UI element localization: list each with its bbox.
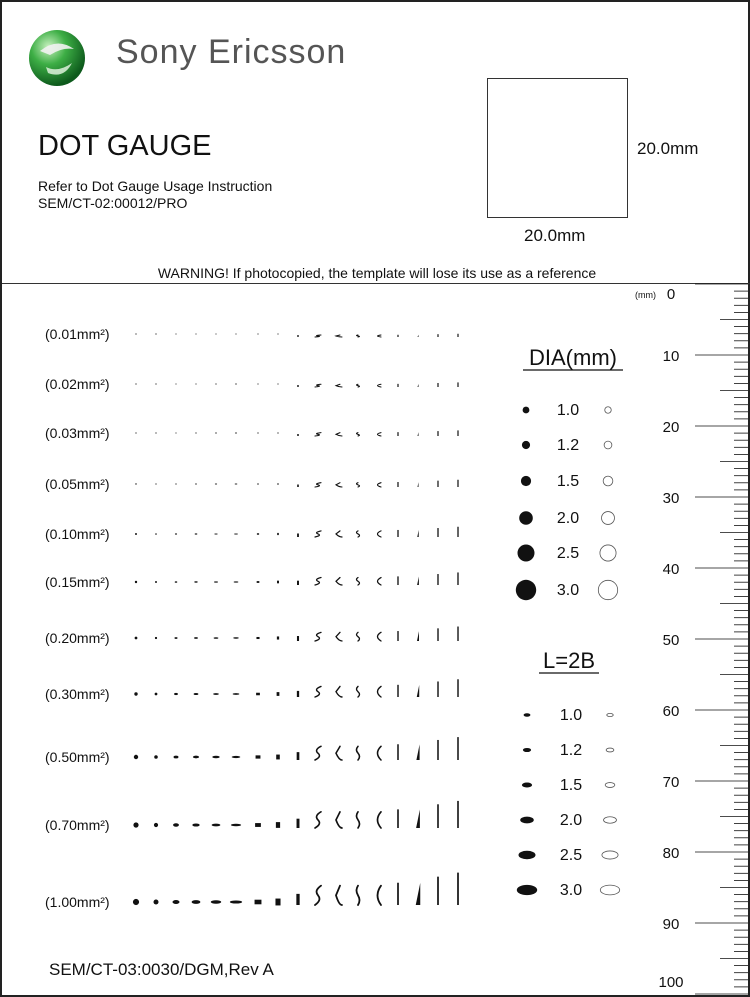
gauge-ellipse bbox=[173, 823, 179, 826]
gauge-rect bbox=[258, 384, 259, 385]
gauge-ellipse bbox=[175, 384, 176, 385]
gauge-ellipse bbox=[195, 334, 196, 335]
dia-filled-dot bbox=[521, 476, 531, 486]
dia-filled-dot bbox=[516, 580, 536, 600]
gauge-dot bbox=[135, 432, 136, 433]
gauge-ellipse bbox=[175, 334, 176, 335]
gauge-line bbox=[437, 431, 438, 436]
gauge-line bbox=[457, 801, 459, 828]
ellipse-outline-mark bbox=[606, 748, 614, 752]
gauge-rect bbox=[278, 334, 279, 335]
gauge-wedge bbox=[417, 530, 418, 537]
gauge-ellipse bbox=[215, 484, 217, 485]
gauge-dot bbox=[155, 533, 157, 535]
gauge-rect bbox=[278, 384, 279, 385]
gauge-ellipse bbox=[212, 756, 219, 758]
gauge-rect bbox=[275, 899, 280, 906]
gauge-line bbox=[297, 581, 299, 585]
gauge-line bbox=[397, 744, 399, 760]
dia-filled-dot bbox=[523, 407, 530, 414]
gauge-ellipse bbox=[175, 581, 178, 583]
ellipse-value: 3.0 bbox=[559, 882, 583, 899]
gauge-rect bbox=[258, 334, 259, 335]
footer-revision: SEM/CT-03:0030/DGM,Rev A bbox=[49, 960, 274, 979]
gauge-ellipse bbox=[194, 693, 199, 695]
ellipse-outline-mark bbox=[607, 713, 613, 716]
gauge-curve bbox=[315, 886, 321, 905]
gauge-rect bbox=[276, 755, 280, 760]
gauge-rect bbox=[257, 533, 259, 534]
ellipse-filled-mark bbox=[522, 782, 532, 787]
gauge-line bbox=[297, 752, 300, 760]
gauge-rect bbox=[277, 533, 279, 535]
area-row-label: (0.15mm²) bbox=[45, 574, 110, 590]
gauge-rect bbox=[257, 433, 258, 434]
gauge-curve bbox=[357, 531, 360, 537]
gauge-wedge bbox=[417, 576, 419, 585]
ellipse-filled-mark bbox=[523, 748, 531, 752]
gauge-line bbox=[397, 631, 398, 641]
dia-value: 1.2 bbox=[556, 437, 580, 454]
gauge-ellipse bbox=[233, 693, 240, 695]
gauge-curve bbox=[315, 686, 321, 697]
gauge-curve bbox=[336, 433, 342, 436]
gauge-curve bbox=[315, 531, 321, 537]
gauge-curve bbox=[336, 531, 342, 537]
gauge-line bbox=[457, 679, 458, 697]
gauge-ellipse bbox=[215, 334, 216, 335]
gauge-rect bbox=[277, 692, 280, 696]
gauge-curve bbox=[315, 746, 321, 760]
ruler-label: 50 bbox=[662, 632, 680, 649]
area-row-label: (0.30mm²) bbox=[45, 686, 110, 702]
ellipse-value: 1.2 bbox=[559, 742, 583, 759]
gauge-ellipse bbox=[211, 900, 221, 903]
gauge-line bbox=[457, 382, 458, 387]
ruler-label: 90 bbox=[662, 916, 680, 933]
gauge-rect bbox=[257, 581, 260, 583]
gauge-curve bbox=[378, 886, 382, 905]
ruler-label: 0 bbox=[666, 286, 676, 303]
ellipse-filled-mark bbox=[517, 885, 537, 895]
dia-outline-dot bbox=[600, 545, 616, 561]
gauge-line bbox=[297, 485, 299, 487]
gauge-ellipse bbox=[195, 484, 197, 485]
gauge-curve bbox=[357, 812, 360, 828]
dia-outline-dot bbox=[598, 580, 617, 599]
brand-name: Sony Ericsson bbox=[116, 33, 347, 71]
gauge-dot bbox=[135, 483, 136, 484]
gauge-line bbox=[397, 432, 398, 436]
gauge-rect bbox=[277, 483, 278, 485]
gauge-line bbox=[297, 636, 299, 641]
ellipse-filled-mark bbox=[519, 851, 536, 860]
gauge-line bbox=[437, 383, 438, 387]
ruler-label: 60 bbox=[662, 703, 680, 720]
gauge-ellipse bbox=[231, 824, 241, 827]
gauge-dot bbox=[135, 637, 138, 640]
gauge-curve bbox=[357, 632, 360, 641]
gauge-curve bbox=[357, 335, 360, 337]
gauge-ellipse bbox=[234, 534, 238, 535]
gauge-ellipse bbox=[192, 900, 201, 904]
gauge-curve bbox=[336, 384, 342, 387]
area-row-label: (1.00mm²) bbox=[45, 894, 110, 910]
gauge-ellipse bbox=[194, 581, 197, 582]
gauge-curve bbox=[357, 686, 360, 697]
gauge-line bbox=[296, 894, 299, 905]
gauge-line bbox=[457, 737, 459, 760]
dia-filled-dot bbox=[522, 441, 530, 449]
gauge-dot bbox=[133, 822, 138, 827]
gauge-dot bbox=[155, 383, 156, 384]
ellipse-outline-mark bbox=[600, 885, 619, 895]
dia-outline-dot bbox=[605, 407, 611, 413]
gauge-line bbox=[297, 819, 300, 828]
gauge-line bbox=[397, 335, 398, 337]
gauge-wedge bbox=[417, 631, 419, 641]
gauge-rect bbox=[256, 755, 261, 758]
area-row-label: (0.05mm²) bbox=[45, 476, 110, 492]
ellipse-filled-mark bbox=[520, 817, 534, 824]
gauge-ellipse bbox=[193, 756, 199, 759]
ruler-unit: (mm) bbox=[635, 290, 656, 300]
gauge-ellipse bbox=[235, 334, 236, 335]
gauge-line bbox=[437, 628, 438, 641]
gauge-line bbox=[457, 334, 458, 337]
gauge-wedge bbox=[417, 482, 418, 487]
gauge-line bbox=[437, 804, 439, 828]
gauge-curve bbox=[357, 746, 360, 760]
gauge-ellipse bbox=[175, 484, 177, 485]
gauge-dot bbox=[155, 693, 158, 696]
gauge-drawing bbox=[2, 2, 750, 997]
gauge-rect bbox=[257, 483, 259, 484]
gauge-line bbox=[397, 576, 398, 585]
gauge-ellipse bbox=[195, 384, 196, 385]
gauge-ellipse bbox=[175, 433, 176, 434]
ruler-label: 70 bbox=[662, 774, 680, 791]
gauge-ellipse bbox=[235, 433, 237, 434]
gauge-dot bbox=[155, 432, 156, 433]
gauge-line bbox=[397, 482, 398, 487]
gauge-ellipse bbox=[195, 433, 197, 434]
gauge-line bbox=[437, 681, 438, 697]
gauge-rect bbox=[277, 636, 279, 639]
ruler-label: 20 bbox=[662, 419, 680, 436]
gauge-wedge bbox=[418, 384, 419, 387]
gauge-line bbox=[437, 528, 438, 537]
gauge-ellipse bbox=[175, 533, 177, 534]
photocopy-warning: WARNING! If photocopied, the template will lose its use as a reference bbox=[157, 265, 597, 281]
gauge-ellipse bbox=[192, 823, 199, 826]
gauge-dot bbox=[133, 899, 139, 905]
gauge-curve bbox=[315, 578, 321, 585]
gauge-curve bbox=[378, 632, 382, 641]
gauge-dot bbox=[155, 637, 157, 639]
gauge-curve bbox=[336, 632, 342, 641]
document-code: SEM/CT-02:00012/PRO bbox=[38, 195, 188, 211]
gauge-dot bbox=[155, 333, 156, 334]
gauge-ellipse bbox=[214, 581, 218, 582]
ruler-label: 100 bbox=[658, 974, 684, 991]
gauge-dot bbox=[135, 581, 137, 583]
gauge-dot bbox=[134, 755, 138, 759]
ellipse-filled-mark bbox=[524, 713, 531, 716]
gauge-line bbox=[397, 530, 398, 537]
gauge-rect bbox=[277, 581, 279, 584]
gauge-line bbox=[437, 574, 438, 585]
gauge-curve bbox=[315, 632, 321, 641]
dia-filled-dot bbox=[519, 511, 533, 525]
gauge-curve bbox=[357, 433, 360, 436]
gauge-line bbox=[397, 685, 398, 697]
gauge-curve bbox=[336, 686, 342, 697]
gauge-line bbox=[437, 740, 439, 760]
ellipse-title: L=2B bbox=[543, 648, 595, 673]
gauge-rect bbox=[255, 823, 261, 827]
gauge-ellipse bbox=[232, 756, 241, 758]
gauge-line bbox=[457, 527, 458, 537]
gauge-ellipse bbox=[215, 433, 217, 434]
gauge-curve bbox=[315, 812, 321, 828]
gauge-curve bbox=[336, 483, 342, 487]
gauge-curve bbox=[357, 578, 360, 585]
gauge-wedge bbox=[418, 432, 419, 436]
gauge-ellipse bbox=[235, 484, 238, 485]
gauge-dot bbox=[135, 383, 136, 384]
gauge-line bbox=[437, 877, 439, 905]
gauge-ellipse bbox=[230, 900, 242, 903]
gauge-line bbox=[457, 430, 458, 436]
area-row-label: (0.02mm²) bbox=[45, 376, 110, 392]
gauge-curve bbox=[378, 578, 382, 585]
gauge-curve bbox=[378, 483, 382, 487]
gauge-line bbox=[297, 335, 298, 337]
gauge-curve bbox=[336, 335, 342, 337]
gauge-line bbox=[457, 627, 458, 641]
gauge-ellipse bbox=[215, 384, 216, 385]
gauge-dot bbox=[135, 533, 137, 535]
gauge-line bbox=[297, 385, 298, 387]
gauge-dot bbox=[134, 692, 137, 695]
gauge-wedge bbox=[416, 883, 421, 905]
ellipse-outline-mark bbox=[605, 783, 615, 788]
gauge-ellipse bbox=[174, 756, 179, 759]
ellipse-outline-mark bbox=[602, 851, 618, 859]
square-height-label: 20.0mm bbox=[637, 139, 699, 158]
ruler-label: 40 bbox=[662, 561, 680, 578]
gauge-wedge bbox=[418, 335, 419, 337]
ellipse-value: 1.5 bbox=[559, 777, 583, 794]
gauge-line bbox=[397, 809, 399, 828]
gauge-curve bbox=[357, 384, 360, 387]
gauge-wedge bbox=[416, 744, 419, 760]
gauge-line bbox=[397, 883, 399, 905]
gauge-ellipse bbox=[212, 824, 221, 827]
gauge-line bbox=[437, 481, 438, 487]
gauge-line bbox=[297, 691, 299, 697]
gauge-ellipse bbox=[173, 900, 180, 904]
ellipse-outline-mark bbox=[604, 817, 617, 823]
area-row-label: (0.20mm²) bbox=[45, 630, 110, 646]
gauge-ellipse bbox=[235, 384, 237, 385]
dia-outline-dot bbox=[602, 512, 615, 525]
gauge-line bbox=[297, 533, 299, 537]
gauge-ellipse bbox=[233, 637, 238, 638]
usage-instruction-text: Refer to Dot Gauge Usage Instruction bbox=[38, 178, 273, 194]
dia-filled-dot bbox=[518, 545, 535, 562]
gauge-curve bbox=[315, 433, 321, 436]
gauge-ellipse bbox=[194, 637, 198, 639]
gauge-ellipse bbox=[213, 693, 219, 695]
area-row-label: (0.01mm²) bbox=[45, 326, 110, 342]
gauge-curve bbox=[378, 746, 382, 760]
dia-value: 1.5 bbox=[556, 473, 580, 490]
gauge-rect bbox=[255, 900, 262, 905]
area-row-label: (0.70mm²) bbox=[45, 817, 110, 833]
gauge-curve bbox=[378, 812, 382, 828]
ruler-label: 10 bbox=[662, 348, 680, 365]
gauge-ellipse bbox=[174, 693, 178, 695]
ruler-label: 80 bbox=[662, 845, 680, 862]
gauge-curve bbox=[378, 433, 382, 436]
gauge-curve bbox=[357, 483, 360, 487]
gauge-ellipse bbox=[174, 637, 177, 639]
gauge-line bbox=[437, 334, 438, 337]
dia-outline-dot bbox=[604, 441, 612, 449]
gauge-dot bbox=[154, 900, 159, 905]
square-width-label: 20.0mm bbox=[524, 226, 586, 245]
gauge-curve bbox=[378, 686, 382, 697]
dia-value: 1.0 bbox=[556, 402, 580, 419]
gauge-wedge bbox=[417, 685, 419, 697]
dia-value: 2.0 bbox=[556, 510, 580, 527]
gauge-ellipse bbox=[214, 637, 219, 639]
dia-title: DIA(mm) bbox=[529, 345, 617, 370]
gauge-curve bbox=[378, 531, 382, 537]
ellipse-value: 1.0 bbox=[559, 707, 583, 724]
dia-value: 2.5 bbox=[556, 545, 580, 562]
gauge-dot bbox=[135, 333, 136, 334]
gauge-curve bbox=[336, 578, 342, 585]
gauge-line bbox=[297, 434, 298, 436]
gauge-curve bbox=[378, 384, 382, 387]
area-row-label: (0.03mm²) bbox=[45, 425, 110, 441]
gauge-dot bbox=[155, 581, 157, 583]
gauge-rect bbox=[276, 822, 280, 828]
ellipse-value: 2.5 bbox=[559, 847, 583, 864]
gauge-dot bbox=[154, 755, 158, 759]
dia-outline-dot bbox=[603, 476, 613, 486]
gauge-curve bbox=[357, 886, 360, 905]
gauge-dot bbox=[154, 823, 158, 827]
gauge-dot bbox=[155, 483, 156, 484]
gauge-curve bbox=[315, 384, 321, 387]
area-row-label: (0.50mm²) bbox=[45, 749, 110, 765]
ruler-label: 30 bbox=[662, 490, 680, 507]
gauge-ellipse bbox=[214, 533, 217, 534]
gauge-curve bbox=[336, 886, 342, 905]
gauge-curve bbox=[315, 483, 321, 487]
gauge-rect bbox=[278, 432, 279, 433]
gauge-line bbox=[457, 873, 459, 905]
gauge-curve bbox=[336, 746, 342, 760]
gauge-rect bbox=[256, 693, 260, 696]
gauge-wedge bbox=[416, 810, 420, 828]
ellipse-value: 2.0 bbox=[559, 812, 583, 829]
gauge-rect bbox=[256, 637, 259, 639]
gauge-line bbox=[457, 572, 458, 585]
gauge-curve bbox=[378, 335, 382, 337]
gauge-line bbox=[457, 480, 458, 487]
gauge-line bbox=[397, 384, 398, 387]
page-title: DOT GAUGE bbox=[38, 130, 212, 162]
gauge-curve bbox=[315, 335, 321, 337]
dia-value: 3.0 bbox=[556, 582, 580, 599]
gauge-curve bbox=[336, 812, 342, 828]
gauge-ellipse bbox=[234, 581, 239, 582]
gauge-ellipse bbox=[195, 533, 198, 534]
area-row-label: (0.10mm²) bbox=[45, 526, 110, 542]
